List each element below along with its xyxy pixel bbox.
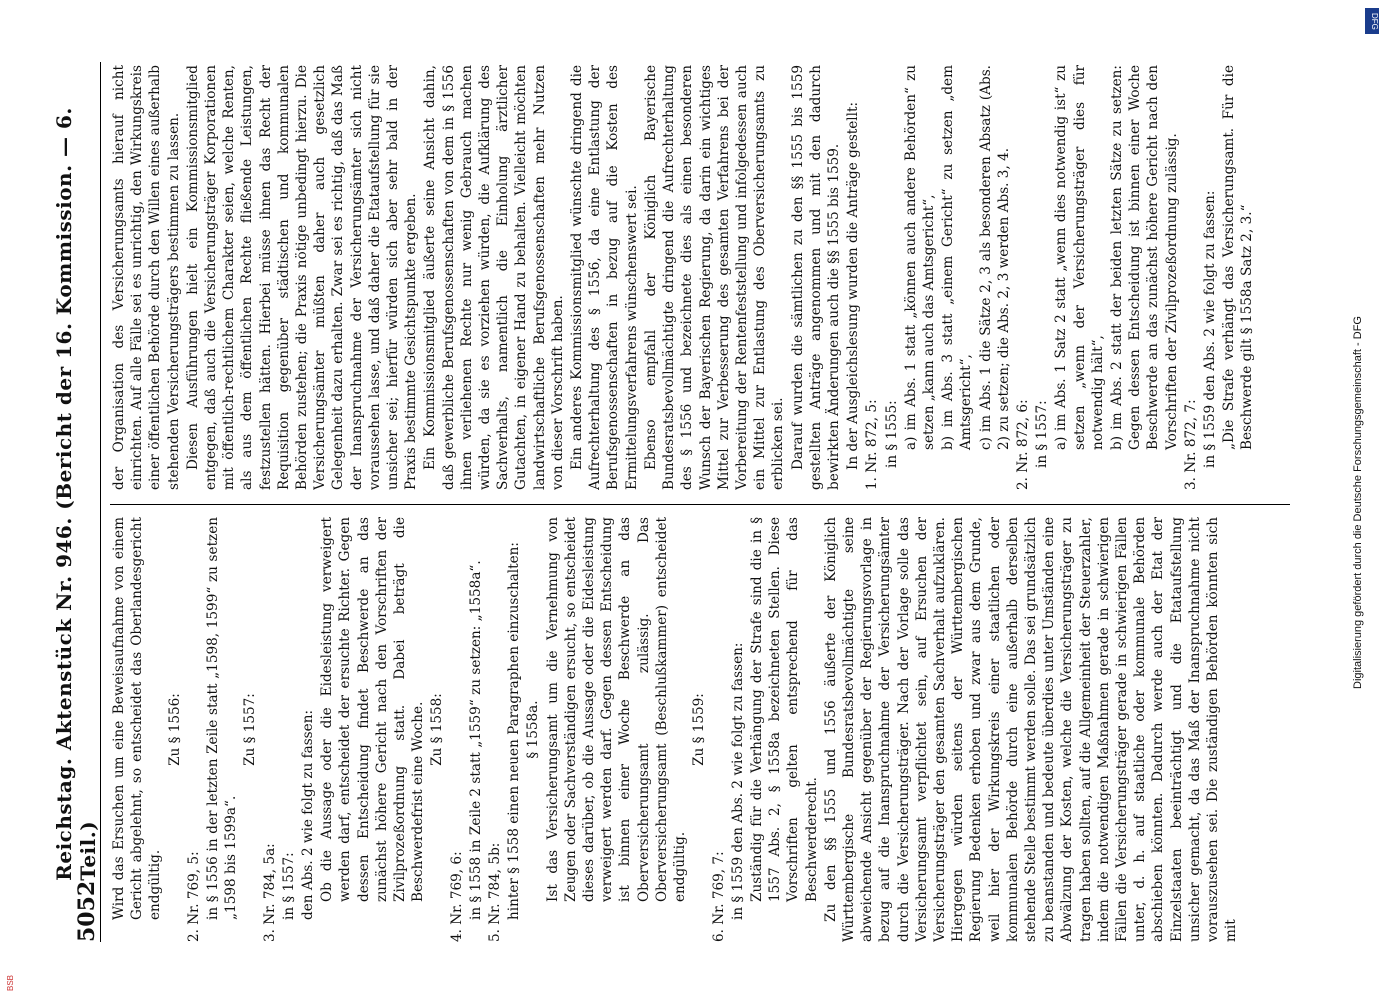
paragraph: in § 1558 in Zeile 2 statt „1559“ zu setzen: „1558a“. bbox=[467, 560, 484, 920]
bsb-mark: BSB bbox=[6, 975, 15, 992]
paragraph: 3. Nr. 872, 7: bbox=[1182, 399, 1199, 490]
paragraph: Zu § 1558: bbox=[429, 693, 446, 766]
paragraph: Ob die Aussage oder die Eidesleistung verweigert werden darf, entscheidet der ersuchte Richter. Gegen dessen Entscheidung findet Beschwerde an das zunächst höhere Gericht nach den Vorschriften der Zivilprozeßordnung statt. Dabei beträgt die Beschwerdefrist eine Woche. bbox=[319, 517, 427, 902]
paragraph: Zuständig für die Verhängung der Strafe sind die in § 1557 Abs. 2, § 1558a bezeichneten Stellen. Diese Vorschriften gelten entsprechend für das Beschwerderecht. bbox=[748, 517, 820, 902]
paragraph: den Abs. 2 wie folgt zu fassen: bbox=[300, 709, 317, 920]
digitization-text: Digitalisierung gefördert durch die Deutsche Forschungsgemeinschaft - DFG bbox=[1352, 316, 1364, 689]
paragraph: Ein anderes Kommissionsmitglied wünschte dringend die Aufrechterhaltung des § 1556, da eine Entlastung der Berufsgenossenschaften in bezug auf die Kosten des Ermittelungsverfahrens wünschenswert sei. bbox=[569, 65, 640, 490]
paragraph: Ist das Versicherungsamt um die Vernehmung von Zeugen oder Sachverständigen ersucht, so entscheidet dieses darüber, ob die Aussage oder die Eidesleistung verweigert werden darf. Gegen dessen Entscheidung ist binnen einer Woche Beschwerde an das Oberversicherungsamt zulässig. Das Oberversicherungsamt (Beschlußkammer) entscheidet endgültig. bbox=[544, 517, 689, 902]
paragraph: b) im Abs. 3 statt „einem Gericht“ zu setzen „dem Amtsgericht“, bbox=[940, 65, 975, 450]
page-number: 5052 bbox=[74, 880, 100, 942]
paragraph: 6. Nr. 769, 7: bbox=[710, 851, 727, 942]
paragraph: 4. Nr. 769, 6: bbox=[448, 851, 465, 942]
paragraph: § 1558a. bbox=[525, 700, 542, 759]
dfg-logo: DFG bbox=[1365, 8, 1379, 34]
paragraph: in § 1559 den Abs. 2 wie folgt zu fassen: bbox=[729, 642, 746, 920]
paragraph: Zu § 1559: bbox=[691, 693, 708, 766]
paragraph: 5. Nr. 784, 5b: bbox=[487, 842, 504, 942]
paragraph: 2. Nr. 769, 5: bbox=[185, 851, 202, 942]
paragraph: in § 1556 in der letzten Zeile statt „1598, 1599“ zu setzen „1598 bis 1599a“. bbox=[205, 517, 240, 920]
digitization-note bbox=[1352, 10, 1368, 995]
paragraph: Zu § 1557: bbox=[242, 693, 259, 766]
page-header bbox=[52, 62, 101, 942]
column-divider bbox=[110, 504, 1290, 505]
paragraph: in § 1559 den Abs. 2 wie folgt zu fassen: bbox=[1201, 190, 1218, 468]
paragraph: Wird das Ersuchen um eine Beweisaufnahme von einem Gericht abgelehnt, so entscheidet das Oberlandesgericht endgültig. bbox=[111, 517, 164, 920]
paragraph: in § 1555: bbox=[883, 400, 900, 468]
paragraph: Ebenso empfahl der Königlich Bayerische Bundesratsbevollmächtigte dringend die Aufrechterhaltung des § 1556 und bezeichnete dies als einen besonderen Wunsch der Bayerischen Regierung, da darin ein wichtiges Mittel zur Verbesserung des gesamten Verfahrens bei der Vorbereitung der Rentenfeststellung und infolgedessen auch ein Mittel zur Entlastung des Oberversicherungsamts zu erblicken sei. bbox=[642, 65, 787, 490]
paragraph: Ein Kommissionsmitglied äußerte seine Ansicht dahin, daß gewerbliche Berufsgenossenschaften von dem in § 1556 ihnen verliehenen Rechte nur wenig Gebrauch machen würden, da sie es vorziehen würden, die Aufklärung des Sachverhalts, namentlich die Einholung ärztlicher Gutachten, in eigener Hand zu behalten. Vielleicht möchten landwirtschaftliche Berufsgenossenschaften mehr Nutzen von dieser Vorschrift haben. bbox=[422, 65, 566, 490]
left-column bbox=[110, 517, 1300, 942]
paragraph: Zu § 1556: bbox=[166, 693, 183, 766]
paragraph: In der Ausgleichslesung wurden die Anträge gestellt: bbox=[845, 101, 862, 470]
paragraph: a) im Abs. 1 Satz 2 statt „wenn dies notwendig ist“ zu setzen „wenn der Versicherungsträger dies für notwendig hält“, bbox=[1053, 65, 1106, 450]
paragraph: Darauf wurden die sämtlichen zu den §§ 1555 bis 1559 gestellten Anträge angenommen und mit den dadurch bewirkten Änderungen auch die §§ 1555 bis 1559. bbox=[789, 65, 842, 490]
paragraph: 2. Nr. 872, 6: bbox=[1014, 399, 1031, 490]
paragraph: hinter § 1558 einen neuen Paragraphen einzuschalten: bbox=[506, 542, 523, 920]
page-title: Reichstag. Aktenstück Nr. 946. (Bericht der 16. Kommission. — 6. Teil.) bbox=[52, 107, 100, 881]
paragraph: c) im Abs. 1 die Sätze 2, 3 als besonderen Absatz (Abs. 2) zu setzen; die Abs. 2, 3 werden Abs. 3, 4. bbox=[977, 65, 1012, 450]
paragraph: in § 1557: bbox=[1034, 400, 1051, 468]
paragraph: „Die Strafe verhängt das Versicherungsamt. Für die Beschwerde gilt § 1558a Satz 2, 3.“ bbox=[1221, 65, 1256, 450]
paragraph: Zu den §§ 1555 und 1556 äußerte der Königlich Württembergische Bundesratsbevollmächtigte seine abweichende Ansicht gegenüber der Regierungsvorlage in bezug auf die Inanspruchnahme der Versicherungsämter durch die Versicherungsträger. Nach der Vorlage solle das Versicherungsamt verpflichtet sein, auf Ersuchen der Versicherungsträger den gesamten Sachverhalt aufzuklären. Hiergegen würden seitens der Württembergischen Regierung Bedenken erhoben und zwar aus dem Grunde, weil hier der Wirkungskreis einer staatlichen oder kommunalen Behörde durch eine außerhalb derselben stehende Stelle bestimmt werden solle. Das sei grundsätzlich zu beanstanden und bedeute überdies unter Umständen eine Abwälzung der Kosten, welche die Versicherungsträger zu tragen haben sollten, auf die Allgemeinheit der Steuerzahler, indem die notwendigen Maßnahmen gerade in schwierigen Fällen die Versicherungsträger gerade in schwierigen Fällen unter, d. h. auf staatliche oder kommunale Behörden abschieben könnten. Dadurch werde auch der Etat der Einzelstaaten beeinträchtigt und die Etataufstellung unsicher gemacht, da das Maß der Inanspruchnahme nicht vorauszusehen sei. Die zuständigen Behörden könnten sich mit bbox=[822, 517, 1240, 942]
paragraph: Diesen Ausführungen hielt ein Kommissionsmitglied entgegen, daß auch die Versicherungsträger Korporationen mit öffentlich-rechtlichem Charakter seien, welche Renten, als aus dem öffentlichen Rechte fließende Leistungen, festzustellen hätten. Hierbei müsse ihnen das Recht der Requisition gegenüber städtischen und kommunalen Behörden zustehen; die Praxis nötige unbedingt hierzu. Die Versicherungsämter müßten daher auch gesetzlich Gelegenheit dazu erhalten. Zwar sei es richtig, daß das Maß der Inanspruchnahme der Versicherungsämter sich nicht voraussehen lasse, und daß daher die Etataufstellung für sie unsicher sei; hierfür würden sich aber sehr bald in der Praxis bestimmte Gesichtspunkte ergeben. bbox=[184, 65, 420, 490]
paragraph: in § 1557: bbox=[280, 852, 297, 920]
right-column bbox=[110, 65, 1300, 490]
paragraph: a) im Abs. 1 statt „können auch andere Behörden“ zu setzen „kann auch das Amtsgericht“, bbox=[902, 65, 937, 450]
paragraph: 1. Nr. 872, 5: bbox=[864, 399, 881, 490]
paragraph: der Organisation des Versicherungsamts hierauf nicht einrichten. Auf alle Fälle sei es unrichtig, den Wirkungskreis einer öffentlichen Behörde durch den Willen eines außerhalb stehenden Versicherungsträgers bestimmen zu lassen. bbox=[111, 65, 182, 490]
paragraph: b) im Abs. 2 statt der beiden letzten Sätze zu setzen: Gegen dessen Entscheidung ist binnen einer Woche Beschwerde an das zunächst höhere Gericht nach den Vorschriften der Zivilprozeßordnung zulässig. bbox=[1108, 65, 1180, 450]
paragraph: 3. Nr. 784, 5a: bbox=[261, 843, 278, 942]
